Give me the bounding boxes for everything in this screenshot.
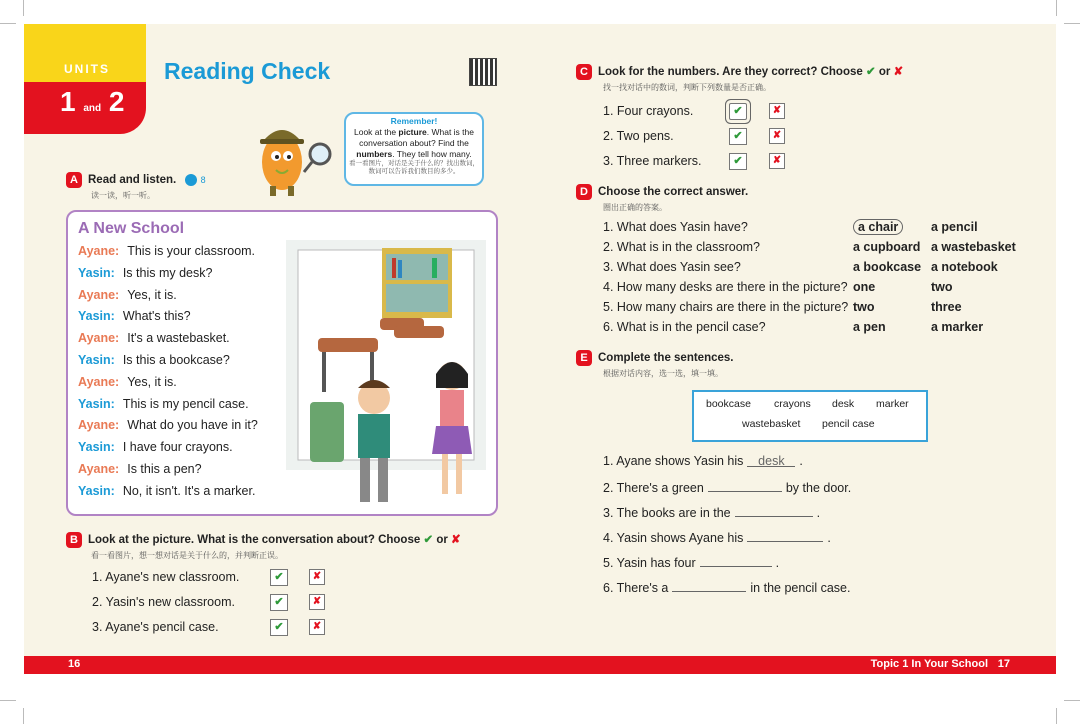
dialog-text: What's this? <box>122 309 191 324</box>
dialog-line <box>78 397 249 411</box>
dialog-line <box>78 375 177 389</box>
section-a-badge: A <box>66 172 82 188</box>
section-b-badge: B <box>66 532 82 548</box>
section-b-item: 1. Ayane's new classroom. <box>92 570 240 584</box>
speaker-name: Ayane: <box>78 418 120 433</box>
speaker-name: Ayane: <box>78 374 120 389</box>
answer-blank[interactable] <box>747 529 823 542</box>
answer-option-a[interactable] <box>853 320 886 334</box>
cross-box[interactable]: ✘ <box>309 594 325 610</box>
section-c-item: 3. Three markers. <box>603 154 702 168</box>
dialog-line <box>78 462 202 476</box>
sentence-text: 1. Ayane shows Yasin his <box>603 454 744 468</box>
crop-mark <box>23 708 24 724</box>
section-d-zh: 圈出正确的答案。 <box>603 203 667 212</box>
speaker-name: Ayane: <box>78 331 120 346</box>
units-number: 1 and 2 <box>60 86 125 117</box>
dialog-text: No, it isn't. It's a marker. <box>122 483 256 498</box>
sentence-text: 2. There's a green <box>603 481 704 495</box>
answer-option-b[interactable]: three <box>931 300 962 314</box>
section-c-heading: C Look for the numbers. Are they correct? Choose ✔ or ✘ <box>576 64 903 80</box>
audio-track-number: 8 <box>200 175 206 186</box>
answer-option-a[interactable] <box>853 260 921 274</box>
answer-blank[interactable] <box>735 504 813 517</box>
crop-mark <box>1064 23 1080 24</box>
textbook-spread <box>24 24 1056 674</box>
word-bank-word: desk <box>832 398 855 410</box>
dialog-text: This is my pencil case. <box>122 396 249 411</box>
dialog-line <box>78 331 230 345</box>
footer-topic: Topic 1 In Your School <box>870 658 988 670</box>
section-d-heading: D Choose the correct answer. <box>576 184 748 200</box>
crop-mark <box>23 0 24 16</box>
dialog-text: I have four crayons. <box>122 440 233 455</box>
section-e-heading: E Complete the sentences. <box>576 350 733 366</box>
word-bank-word: bookcase <box>706 398 751 410</box>
page-title: Reading Check <box>164 58 331 84</box>
sentence-text: 5. Yasin has four <box>603 556 696 570</box>
check-box[interactable]: ✔ <box>729 128 747 145</box>
units-badge <box>24 24 146 134</box>
check-box[interactable]: ✔ <box>270 594 288 611</box>
sentence-text: in the pencil case. <box>750 581 851 595</box>
check-box[interactable]: ✔ <box>729 103 747 120</box>
answer-option-b[interactable]: a pencil <box>931 220 978 234</box>
section-d-question: 5. How many chairs are there in the picture? <box>603 300 849 314</box>
section-b-zh: 看一看图片，想一想对话是关于什么的，并判断正误。 <box>91 551 283 560</box>
section-e-zh: 根据对话内容，选一选，填一填。 <box>603 369 723 378</box>
sentence-text: 6. There's a <box>603 581 669 595</box>
answer-blank[interactable] <box>708 479 782 492</box>
answer-option-a[interactable] <box>853 300 875 314</box>
crop-mark <box>1056 708 1057 724</box>
word-bank <box>692 390 928 442</box>
dialog-panel <box>66 210 498 516</box>
mascot-illustration <box>252 120 344 200</box>
dialog-text: It's a wastebasket. <box>127 331 230 346</box>
check-icon: ✔ <box>865 66 876 79</box>
remember-title: Remember! <box>390 116 438 126</box>
sentence-item <box>603 554 779 570</box>
crop-mark <box>0 23 16 24</box>
sentence-text: . <box>827 531 831 545</box>
speaker-name: Yasin: <box>78 440 115 455</box>
crop-mark <box>1056 0 1057 16</box>
dialog-text: Yes, it is. <box>127 374 177 389</box>
section-b-item: 3. Ayane's pencil case. <box>92 620 219 634</box>
units-label: UNITS <box>64 62 110 76</box>
crop-mark <box>1064 700 1080 701</box>
sentence-item <box>603 504 820 520</box>
word-bank-word: wastebasket <box>742 418 801 430</box>
section-a-zh: 读一读，听一听。 <box>91 191 155 200</box>
sentence-text: 3. The books are in the <box>603 506 731 520</box>
sentence-text: . <box>799 454 803 468</box>
classroom-illustration <box>282 238 490 510</box>
cross-box[interactable]: ✘ <box>309 619 325 635</box>
answer-blank[interactable] <box>747 454 795 467</box>
dialog-line <box>78 418 258 432</box>
word-bank-word: crayons <box>774 398 811 410</box>
qr-code-icon[interactable] <box>469 58 497 86</box>
section-d-question: 2. What is in the classroom? <box>603 240 761 254</box>
section-b-item: 2. Yasin's new classroom. <box>92 595 235 609</box>
dialog-text: Is this a pen? <box>127 462 202 476</box>
section-c-item: 2. Two pens. <box>603 129 674 143</box>
page-number-left: 16 <box>68 658 81 670</box>
answer-option-b[interactable]: two <box>931 280 953 294</box>
answer-option-a[interactable] <box>853 220 903 234</box>
answer-option-b[interactable]: a notebook <box>931 260 998 274</box>
sentence-item <box>603 579 850 595</box>
check-icon: ✔ <box>423 534 434 547</box>
dialog-text: What do you have in it? <box>127 418 258 433</box>
section-d-question: 1. What does Yasin have? <box>603 220 748 234</box>
check-box[interactable]: ✔ <box>270 569 288 586</box>
crop-mark <box>0 700 16 701</box>
section-d-question: 4. How many desks are there in the picture? <box>603 280 848 294</box>
remember-tip <box>344 112 484 186</box>
footer-bar <box>24 656 1056 674</box>
speaker-name: Yasin: <box>78 265 115 280</box>
answer-blank[interactable] <box>672 579 746 592</box>
word-bank-word: pencil case <box>822 418 875 430</box>
page-number-right: 17 <box>997 658 1010 670</box>
sentence-item <box>603 479 851 495</box>
audio-icon[interactable] <box>185 174 197 186</box>
dialog-line <box>78 244 255 258</box>
answer-text: two <box>853 300 875 314</box>
speaker-name: Yasin: <box>78 353 115 367</box>
dialog-text: Is this my desk? <box>122 265 213 280</box>
speaker-name: Ayane: <box>78 287 120 302</box>
answer-text: one <box>853 280 876 294</box>
cross-box[interactable]: ✘ <box>309 569 325 585</box>
dialog-line <box>78 353 230 367</box>
sentence-text: . <box>816 506 821 520</box>
answer-option-a[interactable] <box>853 280 875 294</box>
dialog-line <box>78 266 212 280</box>
word-bank-word: marker <box>876 398 909 410</box>
answer-option-b[interactable]: a wastebasket <box>931 240 1016 254</box>
cross-icon: ✘ <box>451 534 461 547</box>
dialog-line <box>78 440 233 454</box>
sentence-text: . <box>775 556 780 570</box>
answer-option-b[interactable]: a marker <box>931 320 984 334</box>
cross-box[interactable]: ✘ <box>769 103 785 119</box>
check-box[interactable]: ✔ <box>270 619 288 636</box>
answer-text: a chair <box>853 219 903 235</box>
dialog-text: Is this a bookcase? <box>122 353 230 367</box>
cross-icon: ✘ <box>893 66 904 79</box>
answer-blank[interactable] <box>700 554 772 567</box>
answer-text: a bookcase <box>853 260 922 274</box>
section-d-question: 6. What is in the pencil case? <box>603 320 766 334</box>
dialog-line <box>78 309 191 323</box>
remember-zh: 看一看图片，对话是关于什么的？找出数词，数词可以告诉我们数目的多少。 <box>349 160 479 175</box>
sentence-text: 4. Yasin shows Ayane his <box>603 531 744 545</box>
section-a-heading: A Read and listen. 8 <box>66 172 206 188</box>
sentence-item <box>603 529 831 545</box>
speaker-name: Yasin: <box>78 396 115 411</box>
speaker-name: Yasin: <box>78 309 115 324</box>
blank-fill: desk <box>758 454 785 468</box>
remember-text: Look at the picture. What is the conversation about? Find the numbers. They tell how many. <box>353 127 474 159</box>
check-box[interactable]: ✔ <box>729 153 747 170</box>
dialog-line <box>78 484 255 498</box>
section-b-heading: B Look at the picture. What is the conversation about? Choose ✔ or ✘ <box>66 532 461 548</box>
section-d-badge: D <box>576 184 592 200</box>
section-d-question: 3. What does Yasin see? <box>603 260 741 274</box>
dialog-text: This is your classroom. <box>127 244 256 258</box>
sentence-item <box>603 454 803 468</box>
cross-box[interactable]: ✘ <box>769 128 785 144</box>
speaker-name: Ayane: <box>78 244 120 258</box>
section-c-zh: 找一找对话中的数词，判断下列数量是否正确。 <box>603 83 771 92</box>
answer-option-a[interactable] <box>853 240 920 254</box>
sentence-text: by the door. <box>785 481 852 495</box>
speaker-name: Yasin: <box>78 483 115 498</box>
answer-text: a cupboard <box>853 240 921 254</box>
cross-box[interactable]: ✘ <box>769 153 785 169</box>
answer-text: a pen <box>853 320 886 334</box>
section-e-badge: E <box>576 350 592 366</box>
section-c-badge: C <box>576 64 592 80</box>
dialog-line <box>78 288 177 302</box>
speaker-name: Ayane: <box>78 462 120 476</box>
dialog-title: A New School <box>78 220 185 237</box>
section-c-item: 1. Four crayons. <box>603 104 694 118</box>
dialog-text: Yes, it is. <box>127 287 177 302</box>
